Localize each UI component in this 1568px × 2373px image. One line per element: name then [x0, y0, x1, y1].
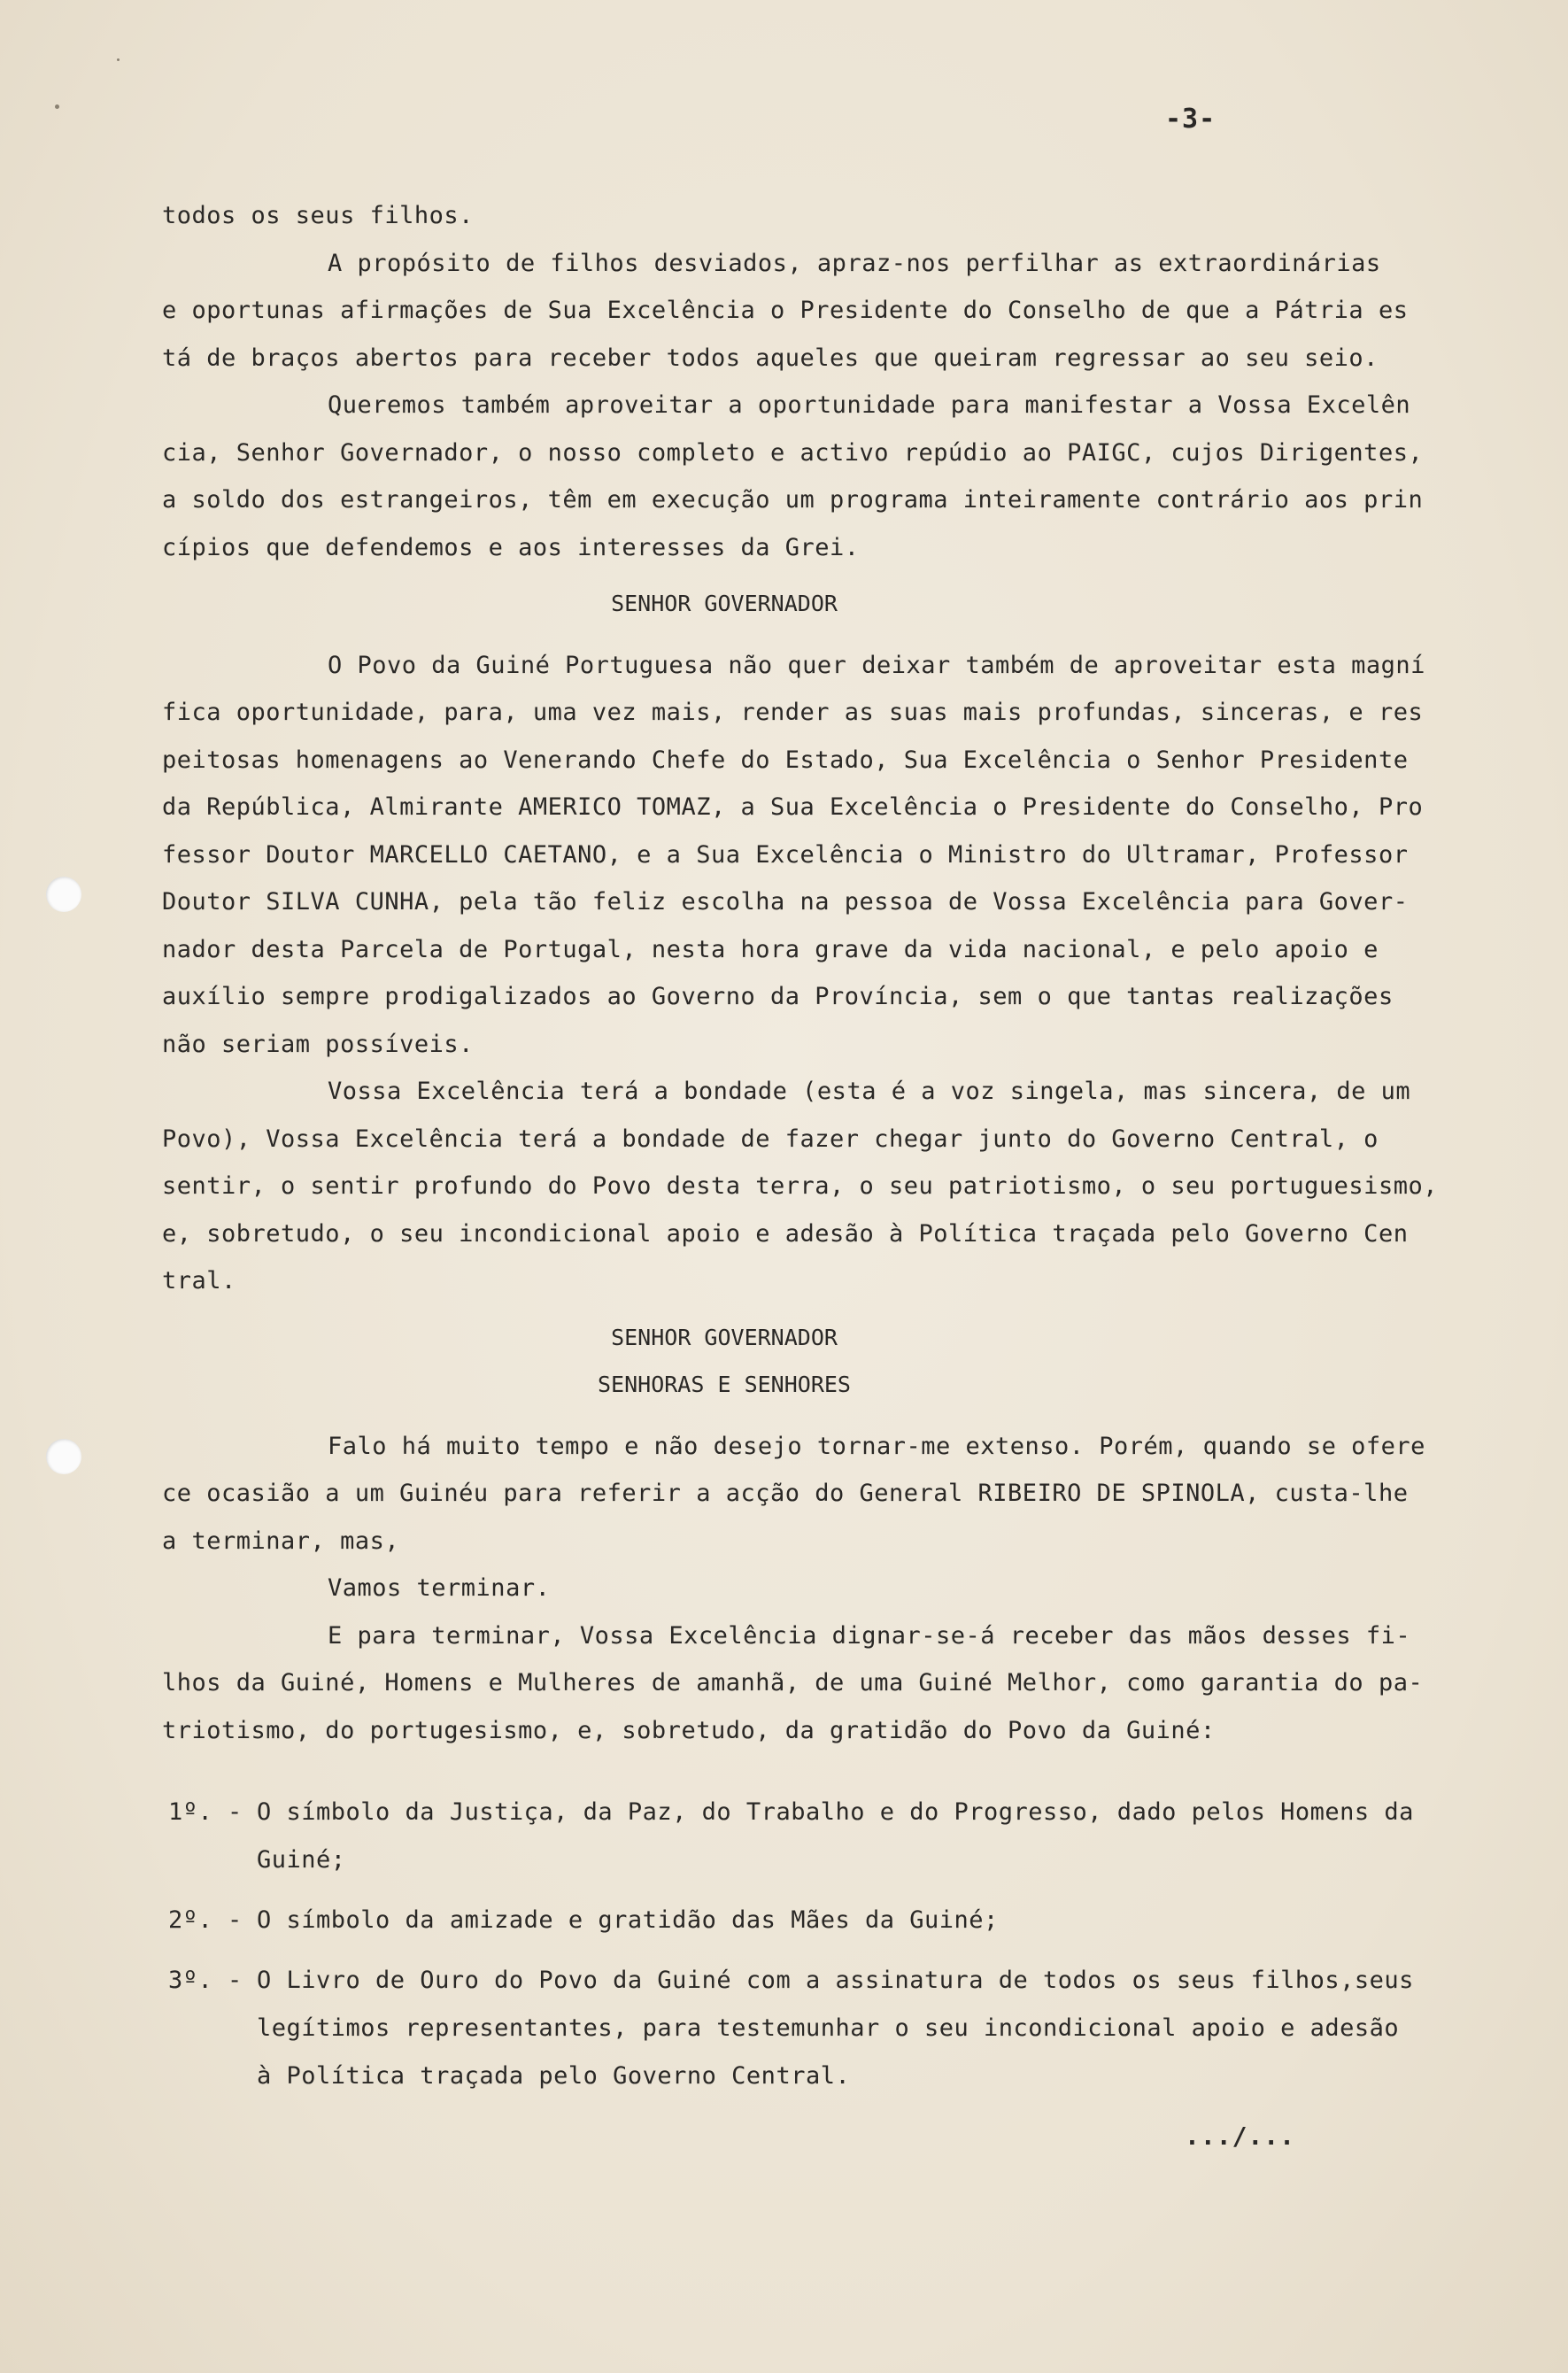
paper-speck: [55, 104, 59, 109]
body-text: [162, 192, 1437, 1754]
list-item: [168, 1897, 1434, 1944]
text-line: triotismo, do portugesismo, e, sobretudo, da gratidão do Povo da Guiné:: [162, 1716, 1216, 1744]
text-line: O Povo da Guiné Portuguesa não quer deixar também de aproveitar esta magní: [328, 651, 1425, 679]
list-text: O símbolo da amizade e gratidão das Mães da Guiné;: [257, 1906, 999, 1934]
text-line: auxílio sempre prodigalizados ao Governo da Província, sem o que tantas realizações: [162, 983, 1394, 1010]
text-line: e, sobretudo, o seu incondicional apoio e adesão à Política traçada pelo Governo Cen: [162, 1219, 1409, 1248]
list-text: legítimos representantes, para testemunhar o seu incondicional apoio e adesão: [257, 2014, 1400, 2042]
continuation-mark: .../...: [1185, 2122, 1296, 2151]
text-line: todos os seus filhos.: [162, 202, 474, 229]
text-line: Vamos terminar.: [328, 1574, 551, 1602]
text-line: Falo há muito tempo e não desejo tornar-me extenso. Porém, quando se ofere: [328, 1432, 1425, 1460]
text-line: Povo), Vossa Excelência terá a bondade de fazer chegar junto do Governo Central, o: [162, 1125, 1379, 1153]
text-line: E para terminar, Vossa Excelência dignar-se-á receber das mãos desses fi-: [328, 1621, 1411, 1650]
page-number: -3-: [1165, 104, 1217, 135]
list-text: Guiné;: [257, 1846, 346, 1874]
list-text: O Livro de Ouro do Povo da Guiné com a assinatura de todos os seus filhos,seus: [257, 1967, 1414, 1994]
section-heading: SENHOR GOVERNADOR: [611, 1324, 838, 1350]
paper-speck: [117, 58, 120, 61]
text-line: cia, Senhor Governador, o nosso completo e activo repúdio ao PAIGC, cujos Dirigentes,: [162, 438, 1424, 467]
offerings-list: [168, 1789, 1434, 2113]
text-line: Vossa Excelência terá a bondade (esta é a voz singela, mas sincera, de um: [328, 1078, 1411, 1105]
list-text: à Política traçada pelo Governo Central.: [257, 2062, 851, 2090]
text-line: e oportunas afirmações de Sua Excelência o Presidente do Conselho de que a Pátria es: [162, 297, 1409, 324]
text-line: nador desta Parcela de Portugal, nesta hora grave da vida nacional, e pelo apoio e: [162, 935, 1379, 963]
text-line: tral.: [162, 1267, 236, 1295]
text-line: Queremos também aproveitar a oportunidade para manifestar a Vossa Excelên: [328, 391, 1411, 419]
list-item: [168, 1957, 1434, 2100]
text-line: não seriam possíveis.: [162, 1030, 474, 1058]
text-line: sentir, o sentir profundo do Povo desta terra, o seu patriotismo, o seu portuguesismo,: [162, 1172, 1438, 1200]
text-line: lhos da Guiné, Homens e Mulheres de amanhã, de uma Guiné Melhor, como garantia do pa-: [162, 1669, 1424, 1697]
section-heading: SENHOR GOVERNADOR: [611, 591, 838, 616]
list-number: 3º. -: [168, 1967, 243, 1994]
punch-hole: [46, 877, 81, 912]
list-item: [168, 1789, 1434, 1884]
text-line: cípios que defendemos e aos interesses da Grei.: [162, 533, 860, 561]
text-line: fica oportunidade, para, uma vez mais, render as suas mais profundas, sinceras, e res: [162, 699, 1424, 726]
text-line: fessor Doutor MARCELLO CAETANO, e a Sua Excelência o Ministro do Ultramar, Professor: [162, 840, 1409, 869]
text-line: Doutor SILVA CUNHA, pela tão feliz escolha na pessoa de Vossa Excelência para Gover-: [162, 888, 1409, 916]
text-line: tá de braços abertos para receber todos aqueles que queiram regressar ao seu seio.: [162, 344, 1379, 372]
punch-hole: [46, 1439, 81, 1474]
list-number: 2º. -: [168, 1906, 243, 1934]
text-line: a soldo dos estrangeiros, têm em execução um programa inteiramente contrário aos prin: [162, 486, 1424, 514]
text-line: ce ocasião a um Guinéu para referir a acção do General RIBEIRO DE SPINOLA, custa-lhe: [162, 1480, 1409, 1507]
text-line: da República, Almirante AMERICO TOMAZ, a Sua Excelência o Presidente do Conselho, Pro: [162, 793, 1424, 821]
list-number: 1º. -: [168, 1798, 243, 1826]
text-line: peitosas homenagens ao Venerando Chefe do Estado, Sua Excelência o Senhor Presidente: [162, 746, 1409, 774]
text-line: A propósito de filhos desviados, apraz-nos perfilhar as extraordinárias: [328, 249, 1381, 277]
section-heading: SENHORAS E SENHORES: [598, 1372, 851, 1397]
text-line: a terminar, mas,: [162, 1527, 400, 1555]
list-text: O símbolo da Justiça, da Paz, do Trabalho e do Progresso, dado pelos Homens da: [257, 1798, 1414, 1826]
